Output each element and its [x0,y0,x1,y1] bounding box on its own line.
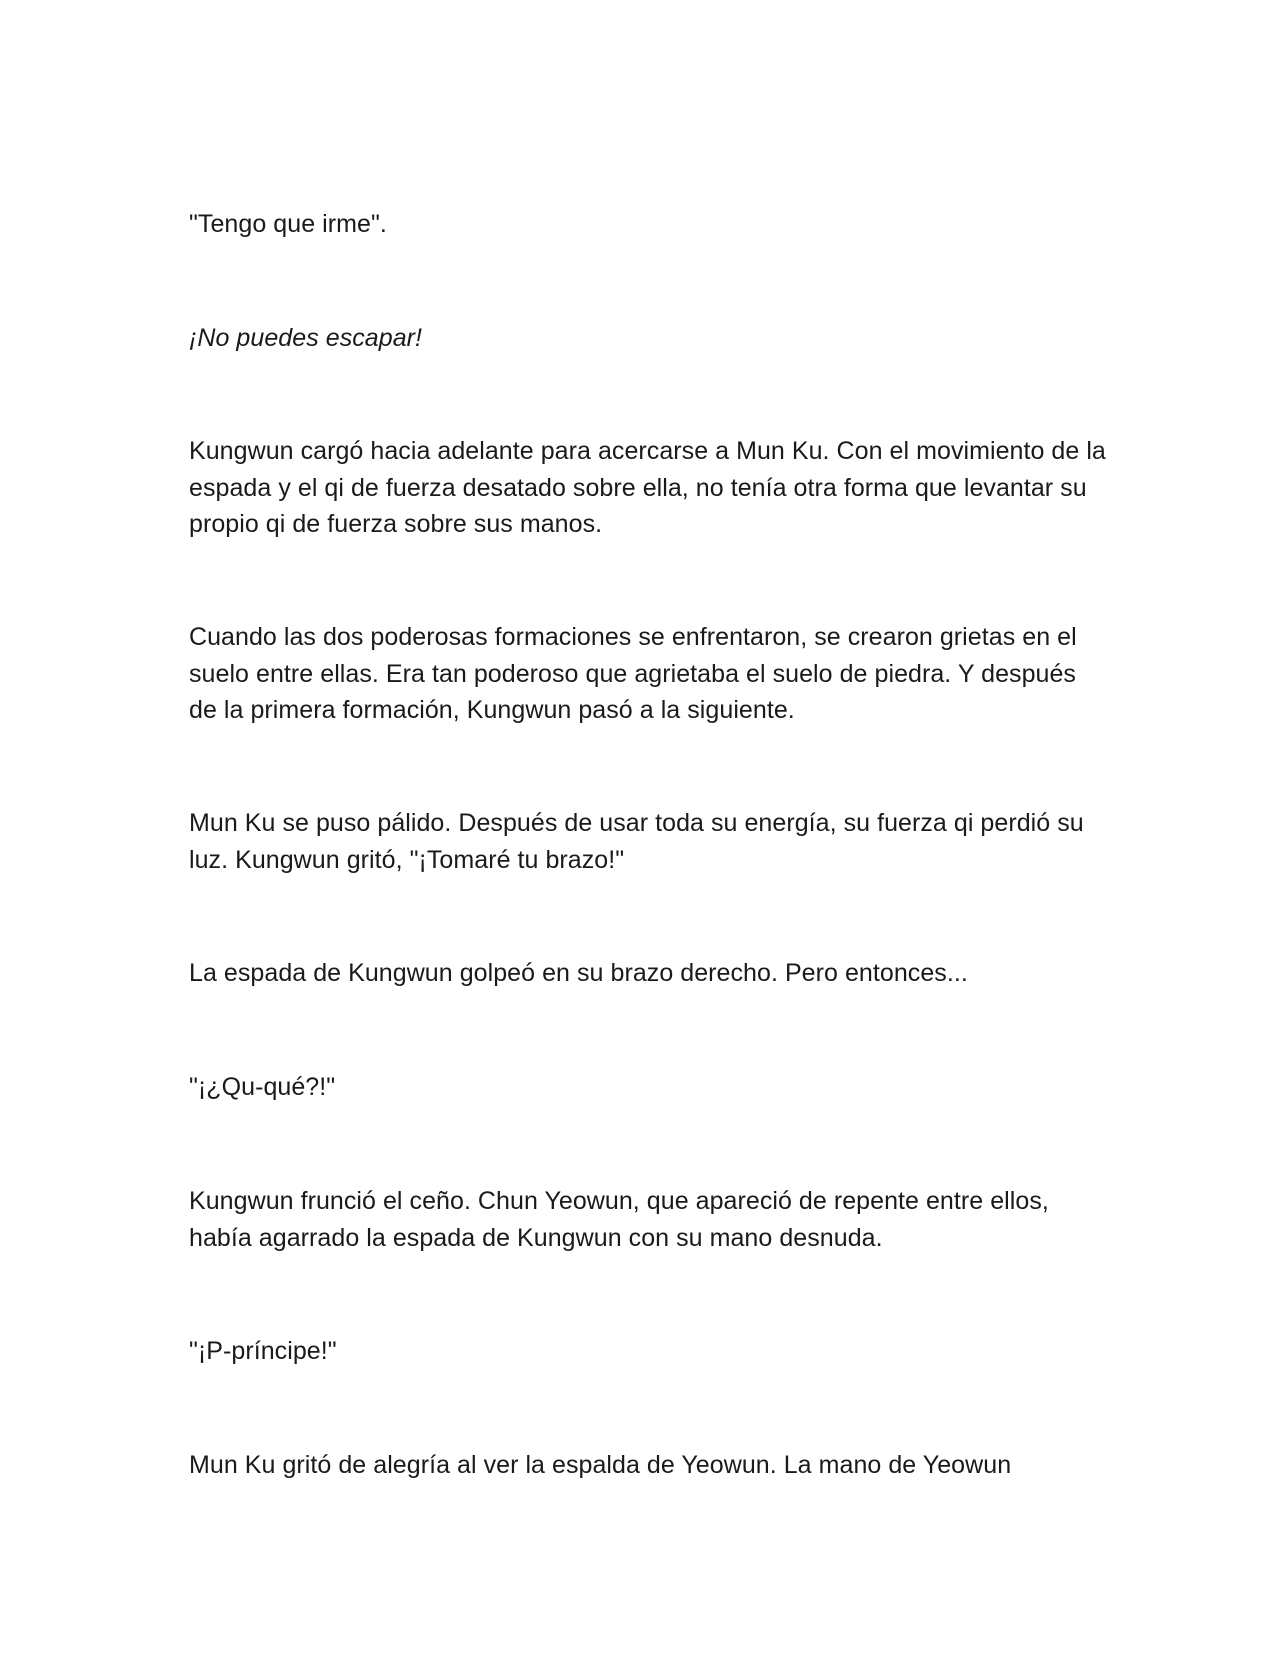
paragraph-tengo-que-irme: "Tengo que irme". [189,210,387,238]
paragraph-frunció-el-ceño: Kungwun frunció el ceño. Chun Yeowun, que apareció de repente entre ellos, había agarrado la espada de Kungwun con su mano desnuda. [189,1187,1049,1252]
paragraph-espada-golpeo: La espada de Kungwun golpeó en su brazo derecho. Pero entonces... [189,959,968,987]
paragraph-formaciones: Cuando las dos poderosas formaciones se enfrentaron, se crearon grietas en el suelo entre ellas. Era tan poderoso que agrietaba el suelo de piedra. Y después de la primera formación, Kungwun pasó a la siguiente. [189,623,1077,724]
paragraph-principe: "¡P-príncipe!" [189,1337,337,1365]
paragraph-mun-ku-palido: Mun Ku se puso pálido. Después de usar toda su energía, su fuerza qi perdió su luz. Kungwun gritó, "¡Tomaré tu brazo!" [189,809,1084,874]
paragraph-mun-ku-grito: Mun Ku gritó de alegría al ver la espalda de Yeowun. La mano de Yeowun [189,1451,1012,1479]
paragraph-no-puedes-escapar: ¡No puedes escapar! [189,324,423,352]
paragraph-kungwun-cargo: Kungwun cargó hacia adelante para acercarse a Mun Ku. Con el movimiento de la espada y el qi de fuerza desatado sobre ella, no tenía otra forma que levantar su propio qi de fuerza sobre sus manos. [189,437,1106,538]
paragraph-qu-que: "¡¿Qu-qué?!" [189,1073,336,1101]
